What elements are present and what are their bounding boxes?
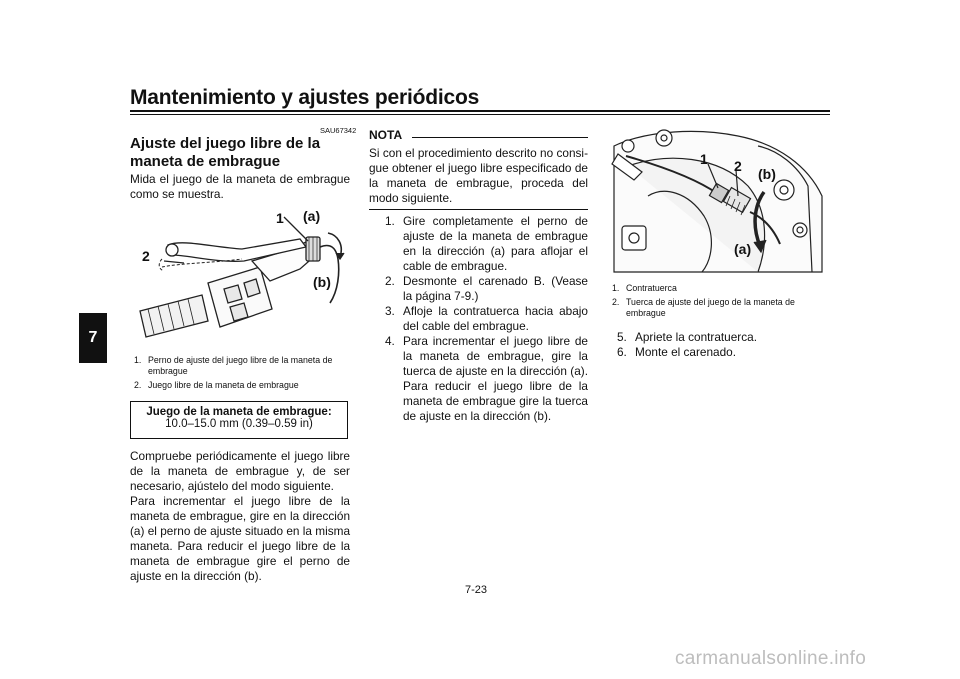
caption-number: 1.: [612, 283, 620, 293]
list-item: [385, 334, 588, 424]
figure2-label-1: 1: [700, 151, 708, 167]
caption-text: Contratuerca: [626, 283, 677, 293]
figure1-captions: [134, 355, 350, 391]
nota-heading: NOTA: [369, 128, 403, 142]
page-number: 7-23: [465, 584, 488, 596]
caption-number: 2.: [612, 297, 620, 307]
list-item: [385, 304, 588, 334]
clutch-cable-illustration: [608, 126, 830, 274]
nota-end-rule: [369, 209, 588, 210]
caption-text: Perno de ajuste del juego libre de la maneta de embrague: [148, 355, 333, 376]
caption-text: Tuerca de ajuste del juego de la maneta de embrague: [626, 297, 795, 318]
body-paragraph-1: Compruebe periódicamente el juego libre de la maneta de embrague y, de ser necesario, ajústelo del modo siguiente.: [130, 449, 350, 493]
caption-number: 1.: [134, 355, 142, 365]
figure1-label-b: (b): [313, 274, 331, 290]
figure2-captions: [612, 283, 828, 319]
steps-list: [385, 214, 588, 424]
header-rule: [130, 110, 830, 112]
step-number: 1.: [385, 214, 395, 228]
nota-rule: [412, 137, 588, 138]
page-title: Mantenimiento y ajustes periódicos: [130, 86, 480, 109]
figure2-label-b: (b): [758, 166, 776, 182]
section-heading: Ajuste del juego libre de la maneta de embrague: [130, 135, 321, 170]
caption-text: Juego libre de la maneta de embrague: [148, 380, 299, 390]
step-text: Gire completamente el perno de ajuste de la maneta de embrague en la dirección (a) para aflojar el cable de embrague.: [403, 214, 588, 273]
list-item: [617, 345, 827, 360]
intro-text: Mida el juego de la maneta de embrague como se muestra.: [130, 172, 350, 201]
spec-title: Juego de la maneta de embrague:: [146, 406, 332, 418]
step-text: Monte el carenado.: [635, 345, 736, 359]
clutch-lever-illustration: [132, 203, 352, 339]
list-item: [385, 214, 588, 274]
spec-value: 10.0–15.0 mm (0.39–0.59 in): [165, 418, 313, 430]
header-rule-thin: [130, 114, 830, 115]
step-number: 2.: [385, 274, 395, 288]
chapter-tab: 7: [79, 313, 107, 363]
list-item: [385, 274, 588, 304]
spec-box: [130, 401, 348, 439]
figure2-label-2: 2: [734, 158, 742, 174]
step-text: Para incrementar el juego libre de la maneta de embrague, gire la tuerca de ajuste en la dirección (a). Para reducir el juego libre de la maneta de embrague gire la tuerca de ajuste en la dirección (b).: [403, 334, 588, 423]
caption-number: 2.: [134, 380, 142, 390]
step-number: 3.: [385, 304, 395, 318]
step-text: Apriete la contratuerca.: [635, 330, 757, 344]
step-text: Afloje la contratuerca hacia abajo del cable del embrague.: [403, 304, 588, 333]
step-text: Desmonte el carenado B. (Vease la página 7-9.): [403, 274, 588, 303]
figure1-label-2: 2: [142, 248, 150, 264]
nota-text: Si con el procedimiento descrito no consigue obtener el juego libre especificado de la maneta de embrague, proceda del modo siguiente.: [369, 146, 588, 205]
watermark: carmanualsonline.info: [675, 648, 867, 669]
section-code: SAU67342: [320, 126, 357, 135]
figure2-label-a: (a): [734, 241, 752, 257]
step-number: 4.: [385, 334, 395, 348]
body-paragraph-2: Para incrementar el juego libre de la maneta de embrague, gire en la dirección (a) el perno de ajuste situado en la misma maneta. Para reducir el juego libre de la maneta de embrague gire el perno de ajuste en la dirección (b).: [130, 494, 350, 583]
steps-list-2: [617, 330, 827, 360]
figure1-label-a: (a): [303, 208, 321, 224]
figure1-label-1: 1: [276, 210, 284, 226]
step-number: 5.: [617, 330, 627, 344]
step-number: 6.: [617, 345, 627, 359]
list-item: [617, 330, 827, 345]
